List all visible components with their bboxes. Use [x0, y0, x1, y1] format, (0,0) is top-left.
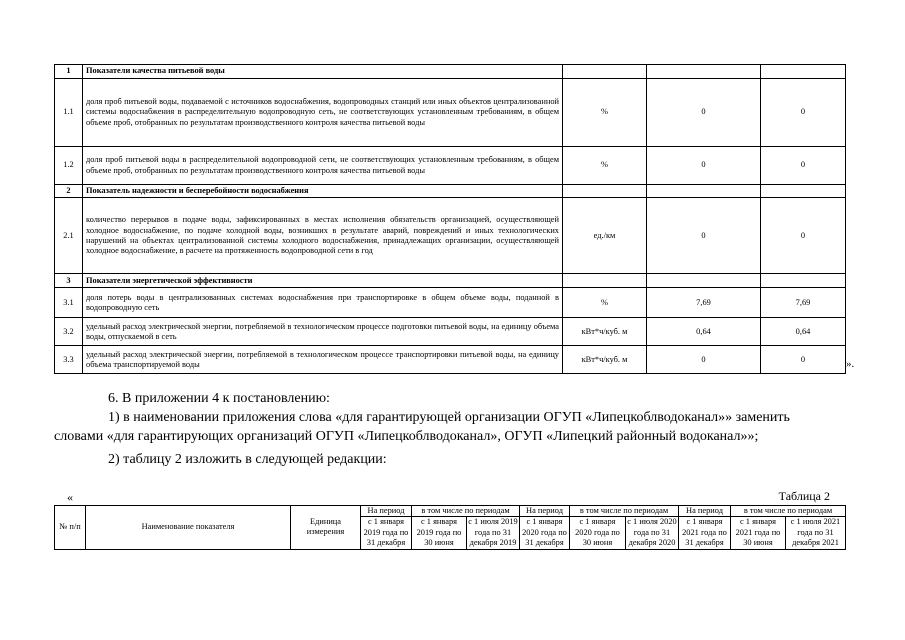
- period-2021-full: с 1 января 2021 года по 31 декабря: [679, 517, 731, 549]
- row-number: 3.2: [55, 318, 83, 346]
- indicator-row: [55, 346, 846, 374]
- indicator-row: [55, 147, 846, 185]
- row-value-2: [761, 65, 846, 79]
- row-value-1: 0: [647, 79, 761, 147]
- period-2020-full: с 1 января 2020 года по 31 декабря: [520, 517, 570, 549]
- section-row: [55, 65, 846, 79]
- col-header-period-2020: На период: [520, 506, 570, 517]
- row-number: 3: [55, 274, 83, 288]
- period-2019-second-half: с 1 июля 2019 года по 31 декабря 2019: [468, 517, 518, 548]
- paragraph-subitem-2: 2) таблицу 2 изложить в следующей редакции:: [108, 452, 387, 467]
- row-unit: кВт*ч/куб. м: [563, 346, 647, 374]
- paragraph-item-6: 6. В приложении 4 к постановлению:: [108, 391, 330, 406]
- row-value-1: 0: [647, 198, 761, 274]
- row-number: 3.1: [55, 288, 83, 318]
- row-description: доля потерь воды в централизованных системах водоснабжения при транспортировке в общем объеме воды, поданной в водопроводную сеть: [83, 288, 563, 318]
- section-row: [55, 185, 846, 198]
- row-value-1: 0: [647, 346, 761, 374]
- indicator-row: [55, 79, 846, 147]
- row-unit: [563, 185, 647, 198]
- section-row: [55, 274, 846, 288]
- table-2-header: [54, 505, 846, 550]
- closing-quote: ».: [846, 358, 855, 370]
- row-description: доля проб питьевой воды, подаваемой с источников водоснабжения, водопроводных станций или иных объектов централизованной системы водоснабжения в распределительную водопроводную сеть, не соответствующих установленным требованиям, в общем объеме проб, отобранных по результатам производственного контроля качества питьевой воды: [83, 79, 563, 147]
- period-2020-first-half: с 1 января 2020 года по 30 июня: [570, 517, 626, 549]
- row-number: 1: [55, 65, 83, 79]
- row-value-2: 7,69: [761, 288, 846, 318]
- col-header-subperiods-2019: в том числе по периодам: [412, 506, 520, 517]
- row-number: 2: [55, 185, 83, 198]
- period-2021-second-half: с 1 июля 2021 года по 31 декабря 2021: [786, 517, 846, 549]
- paragraph-subitem-1-line-2: словами «для гарантирующих организаций ОГУП «Липецкоблводоканал», ОГУП «Липецкий районный водоканал»»;: [54, 429, 759, 444]
- row-description: Показатель надежности и бесперебойности водоснабжения: [83, 185, 563, 198]
- row-number: 3.3: [55, 346, 83, 374]
- col-header-number: № п/п: [55, 506, 86, 550]
- row-unit: %: [563, 288, 647, 318]
- row-description: количество перерывов в подаче воды, зафиксированных в местах исполнения обязательств организацией, осуществляющей холодное водоснабжение, по подаче холодной воды, возникших в результате аварий, повреждений и иных технологических нарушений на объектах централизованной системы холодного водоснабжения, принадлежащих организации, осуществляющей холодное водоснабжение, в расчете на протяженность водопроводной сети в год: [83, 198, 563, 274]
- row-number: 1.1: [55, 79, 83, 147]
- table-2-label: Таблица 2: [778, 489, 830, 503]
- row-unit: [563, 65, 647, 79]
- row-value-2: 0: [761, 147, 846, 185]
- row-value-2: [761, 274, 846, 288]
- row-value-2: 0: [761, 79, 846, 147]
- period-2020-second-half: с 1 июля 2020 года по 31 декабря 2020: [627, 517, 677, 548]
- opening-quote: «: [67, 490, 73, 504]
- row-number: 2.1: [55, 198, 83, 274]
- row-description: доля проб питьевой воды в распределительной водопроводной сети, не соответствующих установленным требованиям, в общем объеме проб, отобранных по результатам производственного контроля качества питьевой воды: [83, 147, 563, 185]
- row-value-1: 7,69: [647, 288, 761, 318]
- row-unit: кВт*ч/куб. м: [563, 318, 647, 346]
- row-value-1: [647, 65, 761, 79]
- row-value-1: [647, 274, 761, 288]
- row-number: 1.2: [55, 147, 83, 185]
- row-value-2: 0: [761, 346, 846, 374]
- row-unit: %: [563, 147, 647, 185]
- period-2019-full: с 1 января 2019 года по 31 декабря: [361, 517, 412, 549]
- col-header-period-2021: На период: [679, 506, 731, 517]
- row-value-2: 0: [761, 198, 846, 274]
- period-2021-first-half: с 1 января 2021 года по 30 июня: [731, 517, 786, 549]
- row-description: удельный расход электрической энергии, потребляемой в технологическом процессе подготовки питьевой воды, на единицу объема воды, отпускаемой в сеть: [83, 318, 563, 346]
- col-header-indicator-name: Наименование показателя: [86, 506, 291, 550]
- col-header-subperiods-2020: в том числе по периодам: [570, 506, 679, 517]
- indicator-row: [55, 198, 846, 274]
- row-value-2: [761, 185, 846, 198]
- col-header-unit: Единица измерения: [291, 506, 361, 550]
- paragraph-subitem-1-line-1: 1) в наименовании приложения слова «для гарантирующей организации ОГУП «Липецкоблводоканал»» заменить: [108, 410, 790, 425]
- indicator-row: [55, 288, 846, 318]
- row-value-1: [647, 185, 761, 198]
- indicator-row: [55, 318, 846, 346]
- row-description: Показатели качества питьевой воды: [83, 65, 563, 79]
- row-unit: ед./км: [563, 198, 647, 274]
- row-description: Показатели энергетической эффективности: [83, 274, 563, 288]
- indicators-table: [54, 64, 846, 374]
- row-unit: [563, 274, 647, 288]
- col-header-subperiods-2021: в том числе по периодам: [731, 506, 846, 517]
- row-description: удельный расход электрической энергии, потребляемой в технологическом процессе транспортировки питьевой воды, на единицу объема транспортируемой воды: [83, 346, 563, 374]
- row-value-1: 0,64: [647, 318, 761, 346]
- col-header-period-2019: На период: [361, 506, 412, 517]
- row-unit: %: [563, 79, 647, 147]
- row-value-1: 0: [647, 147, 761, 185]
- row-value-2: 0,64: [761, 318, 846, 346]
- period-2019-first-half: с 1 января 2019 года по 30 июня: [412, 517, 467, 549]
